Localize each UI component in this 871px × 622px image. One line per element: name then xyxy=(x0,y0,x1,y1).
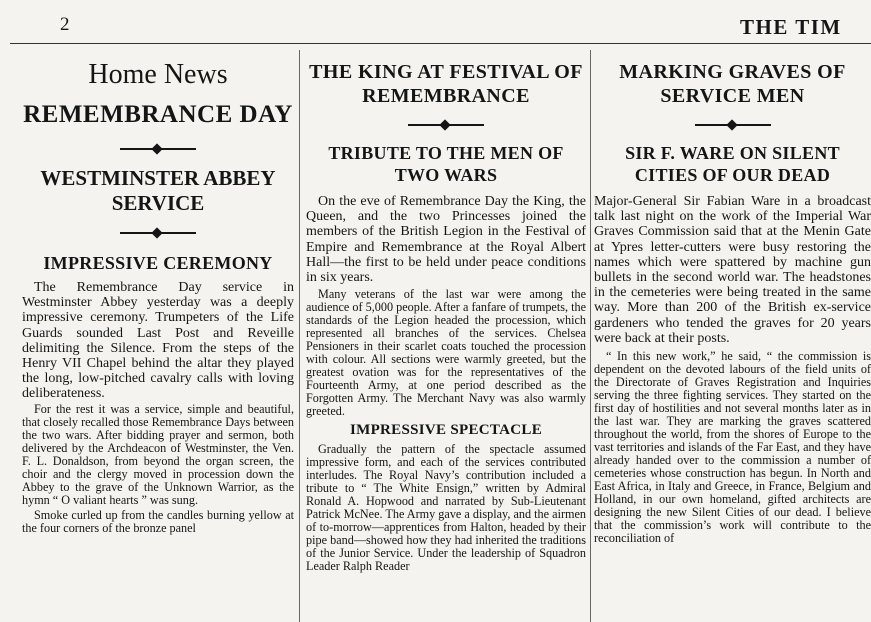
ornamental-dash-icon xyxy=(408,120,484,130)
column-divider xyxy=(590,50,591,622)
section-title: Home News xyxy=(88,59,228,90)
crosshead: IMPRESSIVE CEREMONY xyxy=(43,253,273,273)
masthead: THE TIM xyxy=(740,15,842,39)
paragraph: The Remembrance Day service in Westminster Abbey yesterday was a deeply impressive ceremony. Trumpeters of the Life Guards sounded Last Post and Reveille delimiting the Silence. From the steps of the Henry VII Chapel behind the altar they played the long, low-pitched cavalry calls with loving deliberateness. xyxy=(22,280,294,402)
column-divider xyxy=(299,50,300,622)
paragraph: “ In this new work,” he said, “ the commission is dependent on the devoted labours of the field units of the Directorate of Graves Registration and Inquiries serving the three fighting services. They started on the first day of hostilities and not several months later as in the last war. They are marking the graves scattered throughout the world, from the shores of Europe to the vast territories and islands of the Far East, and they have already handed over to the commission a number of cemeteries whose construction has begun. In North and East Africa, in Italy and Greece, in France, Belgium and Holland, in our own homeland, gifted architects are designing the new Silent Cities of our dead. I believe that the commission’s work will contribute to the reconciliation of xyxy=(594,349,871,546)
article-marking-graves xyxy=(594,50,871,622)
page-header xyxy=(0,0,871,44)
subheadline: TRIBUTE TO THE MEN OF TWO WARS xyxy=(328,143,564,185)
ornamental-dash-icon xyxy=(120,228,196,238)
paragraph: On the eve of Remembrance Day the King, the Queen, and the two Princesses joined the members of the British Legion in the Festival of Empire and Remembrance at the Royal Albert Hall—the first to be held under peace conditions in six years. xyxy=(306,194,586,286)
crosshead: IMPRESSIVE SPECTACLE xyxy=(349,422,542,439)
subheadline: WESTMINSTER ABBEY SERVICE xyxy=(40,166,276,215)
headline: MARKING GRAVES OF SERVICE MEN xyxy=(619,61,846,107)
paragraph: Gradually the pattern of the spectacle assumed impressive form, and each of the services contributed interludes. The Royal Navy’s contribution included a tribute to “ The White Ensign,” written by Admiral Ronald A. Hopwood and narrated by Sub-Lieutenant Patrick McNee. The Army gave a display, and the airmen of to-morrow—apprentices from Halton, headed by their pipe band—showed how they had inherited the traditions of the Junior Service. Under the leadership of Squadron Leader Ralph Reader xyxy=(306,442,586,574)
headline: THE KING AT FESTIVAL OF REMEMBRANCE xyxy=(309,61,583,107)
article-festival-of-remembrance xyxy=(306,50,586,622)
header-rule xyxy=(10,43,871,44)
subheadline: SIR F. WARE ON SILENT CITIES OF OUR DEAD xyxy=(625,143,840,185)
paragraph: Many veterans of the last war were among the audience of 5,000 people. After a fanfare of trumpets, the standards of the Legion headed the procession, which represented all branches of the services. Chelsea Pensioners in their scarlet coats touched the procession with colour. All sections were warmly greeted, but the greatest ovation was for the representatives of the Fourteenth Army, at one period described as the Forgotten Army. The Merchant Navy was also warmly greeted. xyxy=(306,287,586,419)
paragraph: Major-General Sir Fabian Ware in a broadcast talk last night on the work of the Imperial War Graves Commission said that at the Menin Gate at Ypres letter-cutters were busy restoring the names which were spattered by machine gun bullets in the second world war. The headstones in the cemeteries were being treated in the same way. More than 200 of the British ex-service gardeners who tended the graves for 20 years were back at their posts. xyxy=(594,194,871,346)
ornamental-dash-icon xyxy=(695,120,771,130)
page-number: 2 xyxy=(60,14,70,35)
headline: REMEMBRANCE DAY xyxy=(23,101,293,128)
paragraph: Smoke curled up from the candles burning yellow at the four corners of the bronze panel xyxy=(22,507,294,535)
paragraph: For the rest it was a service, simple and beautiful, that closely recalled those Remembrance Days between the two wars. After bidding prayer and sermon, both delivered by the Archdeacon of Westminster, the Ven. F. L. Donaldson, from beyond the organ screen, the choir and the clergy moved in procession down the Abbey to the grave of the Unknown Warrior, as the hymn “ O valiant hearts ” was sung. xyxy=(22,401,294,507)
ornamental-dash-icon xyxy=(120,144,196,154)
article-remembrance-day xyxy=(22,50,294,622)
